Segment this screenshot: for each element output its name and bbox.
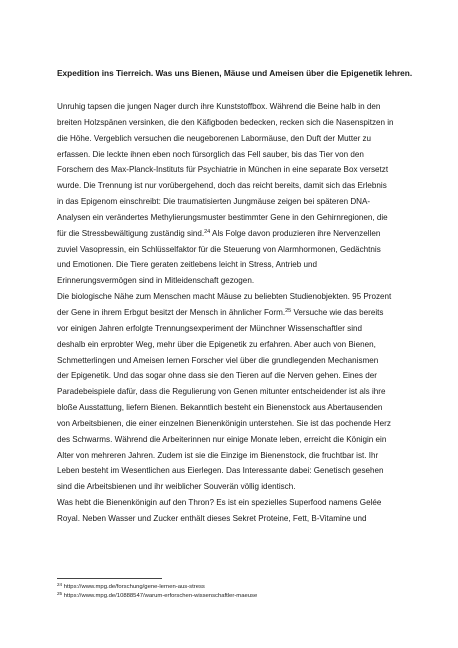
text-line: breiten Holzspänen versinken, die den Käfigboden bedecken, recken sich die Nasenspitzen in — [57, 117, 394, 127]
text-fragment: für die Stressbewältigung zuständig sind. — [57, 228, 205, 238]
footnote — [57, 592, 417, 601]
text-line: Royal. Neben Wasser und Zucker enthält dieses Sekret Proteine, Fett, B-Vitamine und — [57, 513, 367, 523]
text-line: bloße Ausstattung, liefern Bienen. Bekanntlich besteht ein Bienenstock aus Abertausenden — [57, 403, 383, 413]
text-line: von Arbeitsbienen, die einer einzelnen Bienenkönigin unterstehen. Sie ist das pochende Herz — [57, 418, 391, 428]
text-line: Alter von mehreren Jahren. Zudem ist sie die Einzige im Bienenstock, die fruchtbar ist. Ihr — [57, 450, 379, 460]
text-line: Erinnerungsvermögen sind in Mitleidenschaft gezogen. — [57, 276, 255, 286]
footnote-link[interactable]: https://www.mpg.de/10888547/warum-erforschen-wissenschaftler-maeuse — [62, 593, 258, 599]
text-line: Leben besteht im Wesentlichen aus Eierlegen. Das Interessante dabei: Genetisch gesehen — [57, 466, 384, 476]
text-line: wurde. Die Trennung ist nur vorübergehend, doch das reicht bereits, damit sich das Erlebnis — [57, 181, 387, 191]
text-line — [57, 226, 409, 242]
text-line: Was hebt die Bienenkönigin auf den Thron? Es ist ein spezielles Superfood namens Gelée — [57, 498, 382, 508]
text-line: und Emotionen. Die Tiere geraten zeitlebens leicht in Stress, Antrieb und — [57, 260, 318, 270]
text-line: in das Epigenom einschreibt: Die traumatisierten Jungmäuse zeigen bei späteren DNA- — [57, 197, 371, 207]
text-line: sind die Arbeitsbienen und ihr weiblicher Souverän völlig identisch. — [57, 482, 296, 492]
text-line: Die biologische Nähe zum Menschen macht Mäuse zu beliebten Studienobjekten. 95 Prozent — [57, 292, 392, 302]
footnote-number: 24 — [57, 582, 63, 587]
text-fragment: Als Folge davon produzieren ihre Nervenzellen — [210, 228, 381, 238]
text-line: Paradebeispiele dafür, dass die Regulierung von Genen mitunter entscheidender ist als ihre — [57, 387, 386, 397]
text-line: vor einigen Jahren erfolgte Trennungsexperiment der Münchner Wissenschaftler sind — [57, 323, 363, 333]
text-line: des Schwarms. Während die Arbeiterinnen nur einige Monate leben, erreicht die Königin ein — [57, 434, 387, 444]
footnote-link[interactable]: https://www.mpg.de/forschung/gene-lernen-aus-stress — [62, 584, 205, 590]
document-title: Expedition ins Tierreich. Was uns Bienen, Mäuse und Ameisen über die Epigenetik lehren. — [57, 68, 413, 78]
text-fragment: der Gene in ihrem Erbgut besitzt der Mensch in ähnlicher Form. — [57, 307, 286, 317]
footnote-reference[interactable]: 25 — [285, 307, 292, 314]
text-line: die Höhe. Vergeblich versuchen die neugeborenen Labormäuse, den Duft der Mutter zu — [57, 133, 372, 143]
document-body — [57, 99, 409, 527]
footnote-reference[interactable]: 24 — [204, 228, 211, 235]
footnote-separator — [57, 578, 162, 579]
footnote — [57, 583, 417, 592]
text-line: Schmetterlingen und Ameisen lernen Forscher viel über die grundlegenden Mechanismen — [57, 355, 379, 365]
text-line: erfassen. Die leckte ihnen eben noch fürsorglich das Fell sauber, bis das Tier von den — [57, 149, 364, 159]
text-line: zuviel Vasopressin, ein Schlüsselfaktor für die Steuerung von Alarmhormonen, Gedächtnis — [57, 244, 381, 254]
text-fragment: Versuche wie das bereits — [291, 307, 384, 317]
text-line: Analysen ein verändertes Methylierungsmuster bestimmter Gene in den Gehirnregionen, die — [57, 212, 388, 222]
footnote-number: 25 — [57, 591, 63, 596]
text-line: Unruhig tapsen die jungen Nager durch ihre Kunststoffbox. Während die Beine halb in den — [57, 102, 381, 111]
text-line — [57, 305, 409, 321]
text-line: der Epigenetik. Und das sogar ohne dass sie den Tieren auf die Nerven gehen. Eines der — [57, 371, 377, 381]
text-line: deshalb ein erprobter Weg, mehr über die Epigenetik zu erfahren. Aber auch von Bienen, — [57, 339, 376, 349]
text-line: Forschern des Max-Planck-Instituts für Psychiatrie in München in eine separate Box versetzt — [57, 165, 389, 175]
footnotes — [57, 583, 417, 601]
